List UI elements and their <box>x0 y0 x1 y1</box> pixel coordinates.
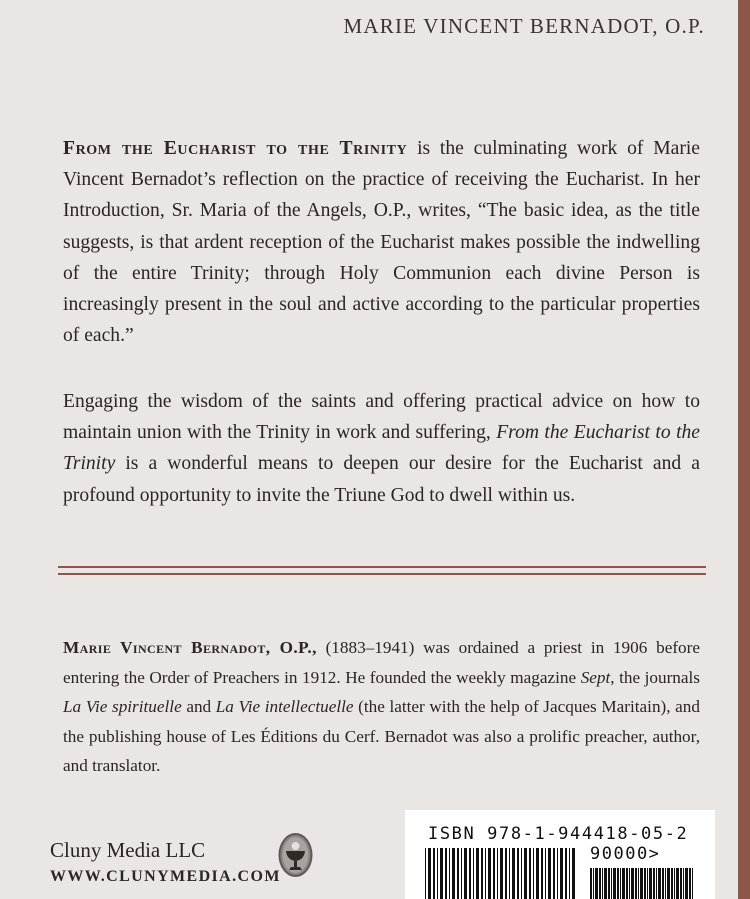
price-code: 90000> <box>590 844 661 864</box>
spine-strip <box>738 0 750 899</box>
blurb-text-1: is the culminating work of Marie Vincent Bernadot’s reflection on the practice of receiving the Eucharist. In her Introduction, Sr. Maria of the Angels, O.P., writes, “The basic idea, as the title suggests, is that ardent reception of the Eucharist makes possible the indwelling of the entire Trinity; through Holy Communion each divine Person is increasingly present in the soul and active according to the particular properties of each.” <box>63 138 700 347</box>
bio-author-name: Marie Vincent Bernadot, O.P., <box>63 638 317 657</box>
barcode-bars-addon <box>590 868 695 899</box>
chalice-emblem-icon <box>277 832 314 878</box>
double-divider <box>58 566 706 580</box>
publisher-website: WWW.CLUNYMEDIA.COM <box>50 868 281 885</box>
author-bio <box>63 633 700 781</box>
blurb-text-2a: Engaging the wisdom of the saints and offering practical advice on how to maintain union with the Trinity in work and suffering, <box>63 391 700 444</box>
bio-italic-vie-intellectuelle: La Vie intellectuelle <box>215 697 354 716</box>
isbn-barcode <box>405 810 715 899</box>
divider-line-top <box>58 566 706 568</box>
bio-text-4: (the latter with the help of Jacques Maritain), and the publishing house of Les Éditions du Cerf. Bernadot was also a prolific preacher, author, and translator. <box>63 697 700 775</box>
blurb-text-2b: is a wonderful means to deepen our desire for the Eucharist and a profound opportunity to invite the Triune God to dwell within us. <box>63 453 700 506</box>
bio-italic-sept: Sept <box>580 667 611 687</box>
isbn-number: ISBN 978-1-944418-05-2 <box>428 824 689 844</box>
author-header: MARIE VINCENT BERNADOT, O.P. <box>343 14 705 38</box>
publisher-name: Cluny Media LLC <box>50 838 206 862</box>
blurb-paragraph-2 <box>63 386 700 511</box>
book-title-italic: From the Eucharist to the Trinity <box>63 422 701 475</box>
divider-line-bottom <box>58 573 706 575</box>
blurb-paragraph-1 <box>63 133 700 351</box>
bio-text-3: and <box>181 697 216 716</box>
book-title-smallcaps: From the Eucharist to the Trinity <box>63 138 408 159</box>
bio-italic-vie-spirituelle: La Vie spirituelle <box>63 697 182 716</box>
barcode-bars-main <box>425 848 575 899</box>
bio-text-1: (1883–1941) was ordained a priest in 1906 before entering the Order of Preachers in 1912. He founded the weekly magazine <box>63 638 700 687</box>
bio-text-2: , the journals <box>610 667 700 687</box>
